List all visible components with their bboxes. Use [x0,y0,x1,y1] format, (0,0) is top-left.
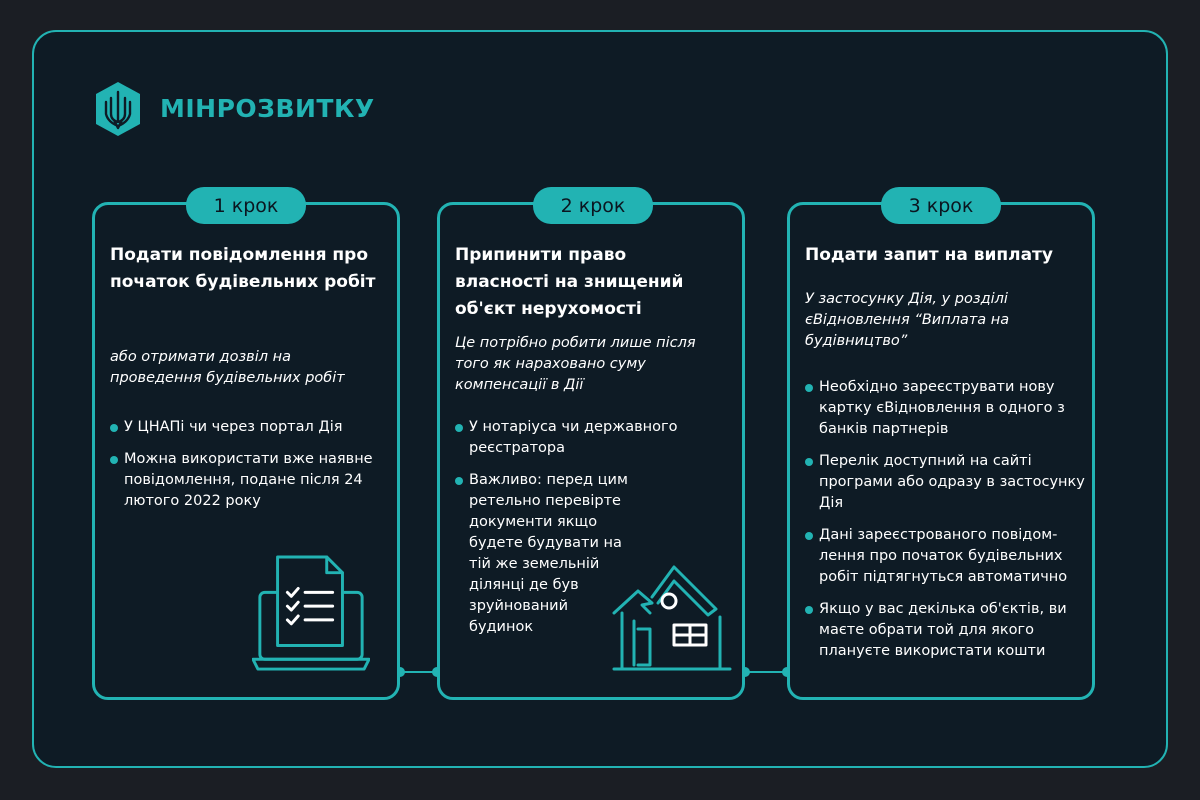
laptop-document-checklist-icon [252,555,370,673]
step-label-3: 3 крок [881,187,1001,224]
step-label-2: 2 крок [533,187,653,224]
bullet-dot [110,456,118,464]
step-title-3: Подати запит на виплату [805,245,1053,265]
step-label-1: 1 крок [186,187,306,224]
list-item: Якщо у вас декілька об'єктів, ви маєте обрати той для якого плануєте використати кошти [805,599,1090,662]
bullet-dot [805,532,813,540]
list-item: Дані зареєстрованого повідом-лення про початок будівельних робіт підтягнуться автоматично [805,525,1090,588]
list-item: Перелік доступний на сайті програми або одразу в застосунку Дія [805,451,1090,514]
step-bullets-3 [805,377,1090,673]
ministry-logo [92,80,412,140]
step-subtitle-1: або отримати дозвіл на проведення будівельних робіт [110,349,345,386]
step-title-1: Подати повідомлення про початок будівельних робіт [110,245,376,292]
step-subtitle-3: У застосунку Дія, у розділі єВідновлення “Виплата на будівництво” [805,291,1010,349]
step-bullets-1 [110,417,390,523]
bullet-dot [455,424,463,432]
bullet-dot [805,458,813,466]
bullet-dot [805,384,813,392]
damaged-house-icon [612,563,732,673]
bullet-dot [805,606,813,614]
list-item: У ЦНАПі чи через портал Дія [110,417,390,438]
step-title-2: Припинити право власності на знищений об'єкт нерухомості [455,245,684,319]
bullet-dot [455,477,463,485]
connector-line-2 [745,671,787,673]
step-subtitle-2: Це потрібно робити лише після того як нараховано суму компенсації в Дії [455,335,696,393]
trident-shield-icon [92,80,144,138]
ministry-name: МІНРОЗВИТКУ [160,94,375,123]
list-item: Можна використати вже наявне повідомлення, подане після 24 лютого 2022 року [110,449,390,512]
list-item: У нотаріуса чи державного реєстратора [455,417,725,459]
list-item: Важливо: перед цим ретельно перевірте документи якщо будете будувати на тій же земельній ділянці де був зруйнований будинок [455,470,634,638]
bullet-dot [110,424,118,432]
list-item: Необхідно зареєструвати нову картку єВідновлення в одного з банків партнерів [805,377,1090,440]
